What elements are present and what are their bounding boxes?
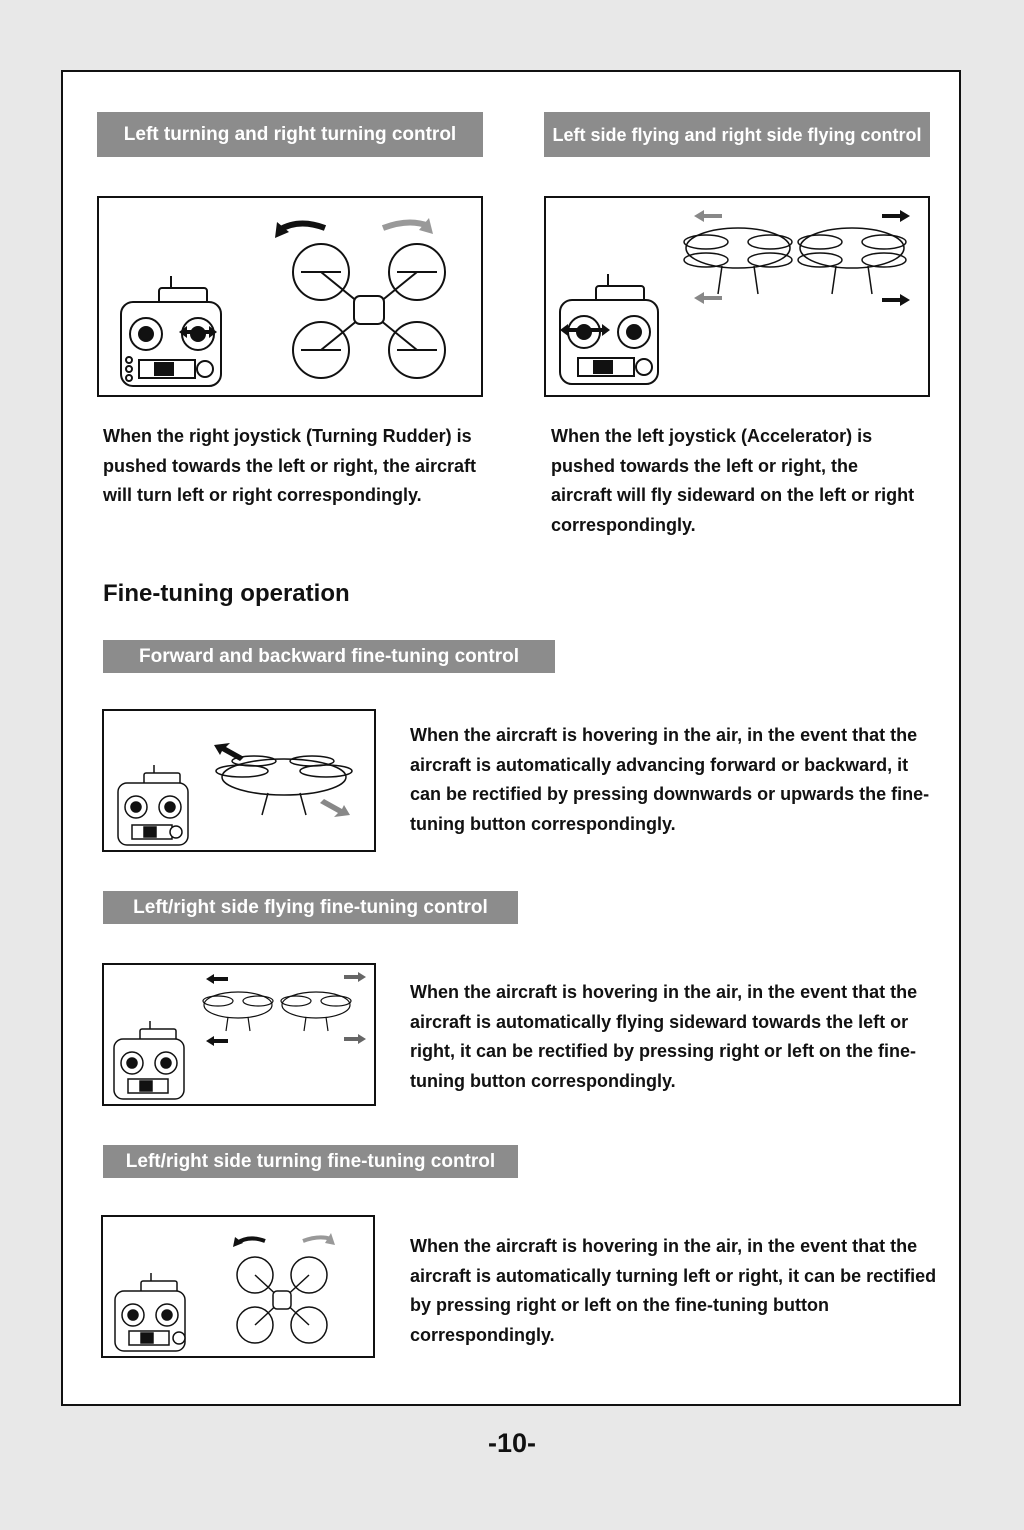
remote-controller-icon [115, 1273, 185, 1351]
side-flying-fine-tuning-title: Left/right side flying fine-tuning control [103, 891, 518, 924]
side-flying-description: When the left joystick (Accelerator) is pushed towards the left or right, the aircraft will fly sideward on the left or right correspondingly. [551, 426, 915, 535]
remote-controller-icon [118, 765, 188, 845]
fine-tuning-heading: Fine-tuning operation [103, 580, 350, 607]
side-turning-fine-tuning-title: Left/right side turning fine-tuning control [103, 1145, 518, 1178]
remote-controller-icon [114, 1021, 184, 1099]
forward-backward-illustration [102, 709, 376, 852]
right-arrow-icon [344, 972, 366, 1044]
side-flying-illustration [544, 196, 930, 397]
drone-right-icon [281, 992, 351, 1031]
side-flying-fine-tuning-illustration [102, 963, 376, 1106]
turn-left-arrow-icon [275, 222, 325, 238]
turning-description: When the right joystick (Turning Rudder) is pushed towards the left or right, the aircraft will turn left or right correspondingly. [103, 426, 477, 505]
side-turning-fine-tuning-illustration [101, 1215, 375, 1358]
drone-right-icon [798, 228, 906, 294]
forward-backward-description: When the aircraft is hovering in the air, in the event that the aircraft is automatically advancing forward or backward, it can be rectified by pressing downwards or upwards the fine-tuning button correspondingly. [410, 725, 930, 834]
forward-arrow-icon [214, 743, 244, 761]
turning-illustration [97, 196, 483, 397]
turn-right-arrow-icon [303, 1233, 335, 1245]
side-flying-control-title: Left side flying and right side flying control [544, 112, 930, 157]
drone-left-icon [203, 992, 273, 1031]
side-turning-fine-tuning-description: When the aircraft is hovering in the air, in the event that the aircraft is automatically turning left or right, it can be rectified by pressing right or left on the fine-tuning button correspondingly. [410, 1236, 937, 1345]
drone-top-view-icon [293, 244, 445, 378]
drone-top-view-icon [237, 1257, 327, 1343]
turning-control-title: Left turning and right turning control [97, 112, 483, 157]
drone-left-icon [684, 228, 792, 294]
left-arrow-icon [206, 974, 228, 1046]
side-flying-fine-tuning-description: When the aircraft is hovering in the air, in the event that the aircraft is automatically flying sideward towards the left or right, it can be rectified by pressing right or left on the fine-tuning button correspondingly. [410, 982, 918, 1091]
left-arrow-icon [694, 210, 722, 304]
page-number: -10- [487, 1428, 536, 1458]
forward-backward-title: Forward and backward fine-tuning control [103, 640, 555, 673]
backward-arrow-icon [320, 799, 350, 817]
turn-left-arrow-icon [233, 1237, 265, 1247]
turn-right-arrow-icon [383, 218, 433, 234]
